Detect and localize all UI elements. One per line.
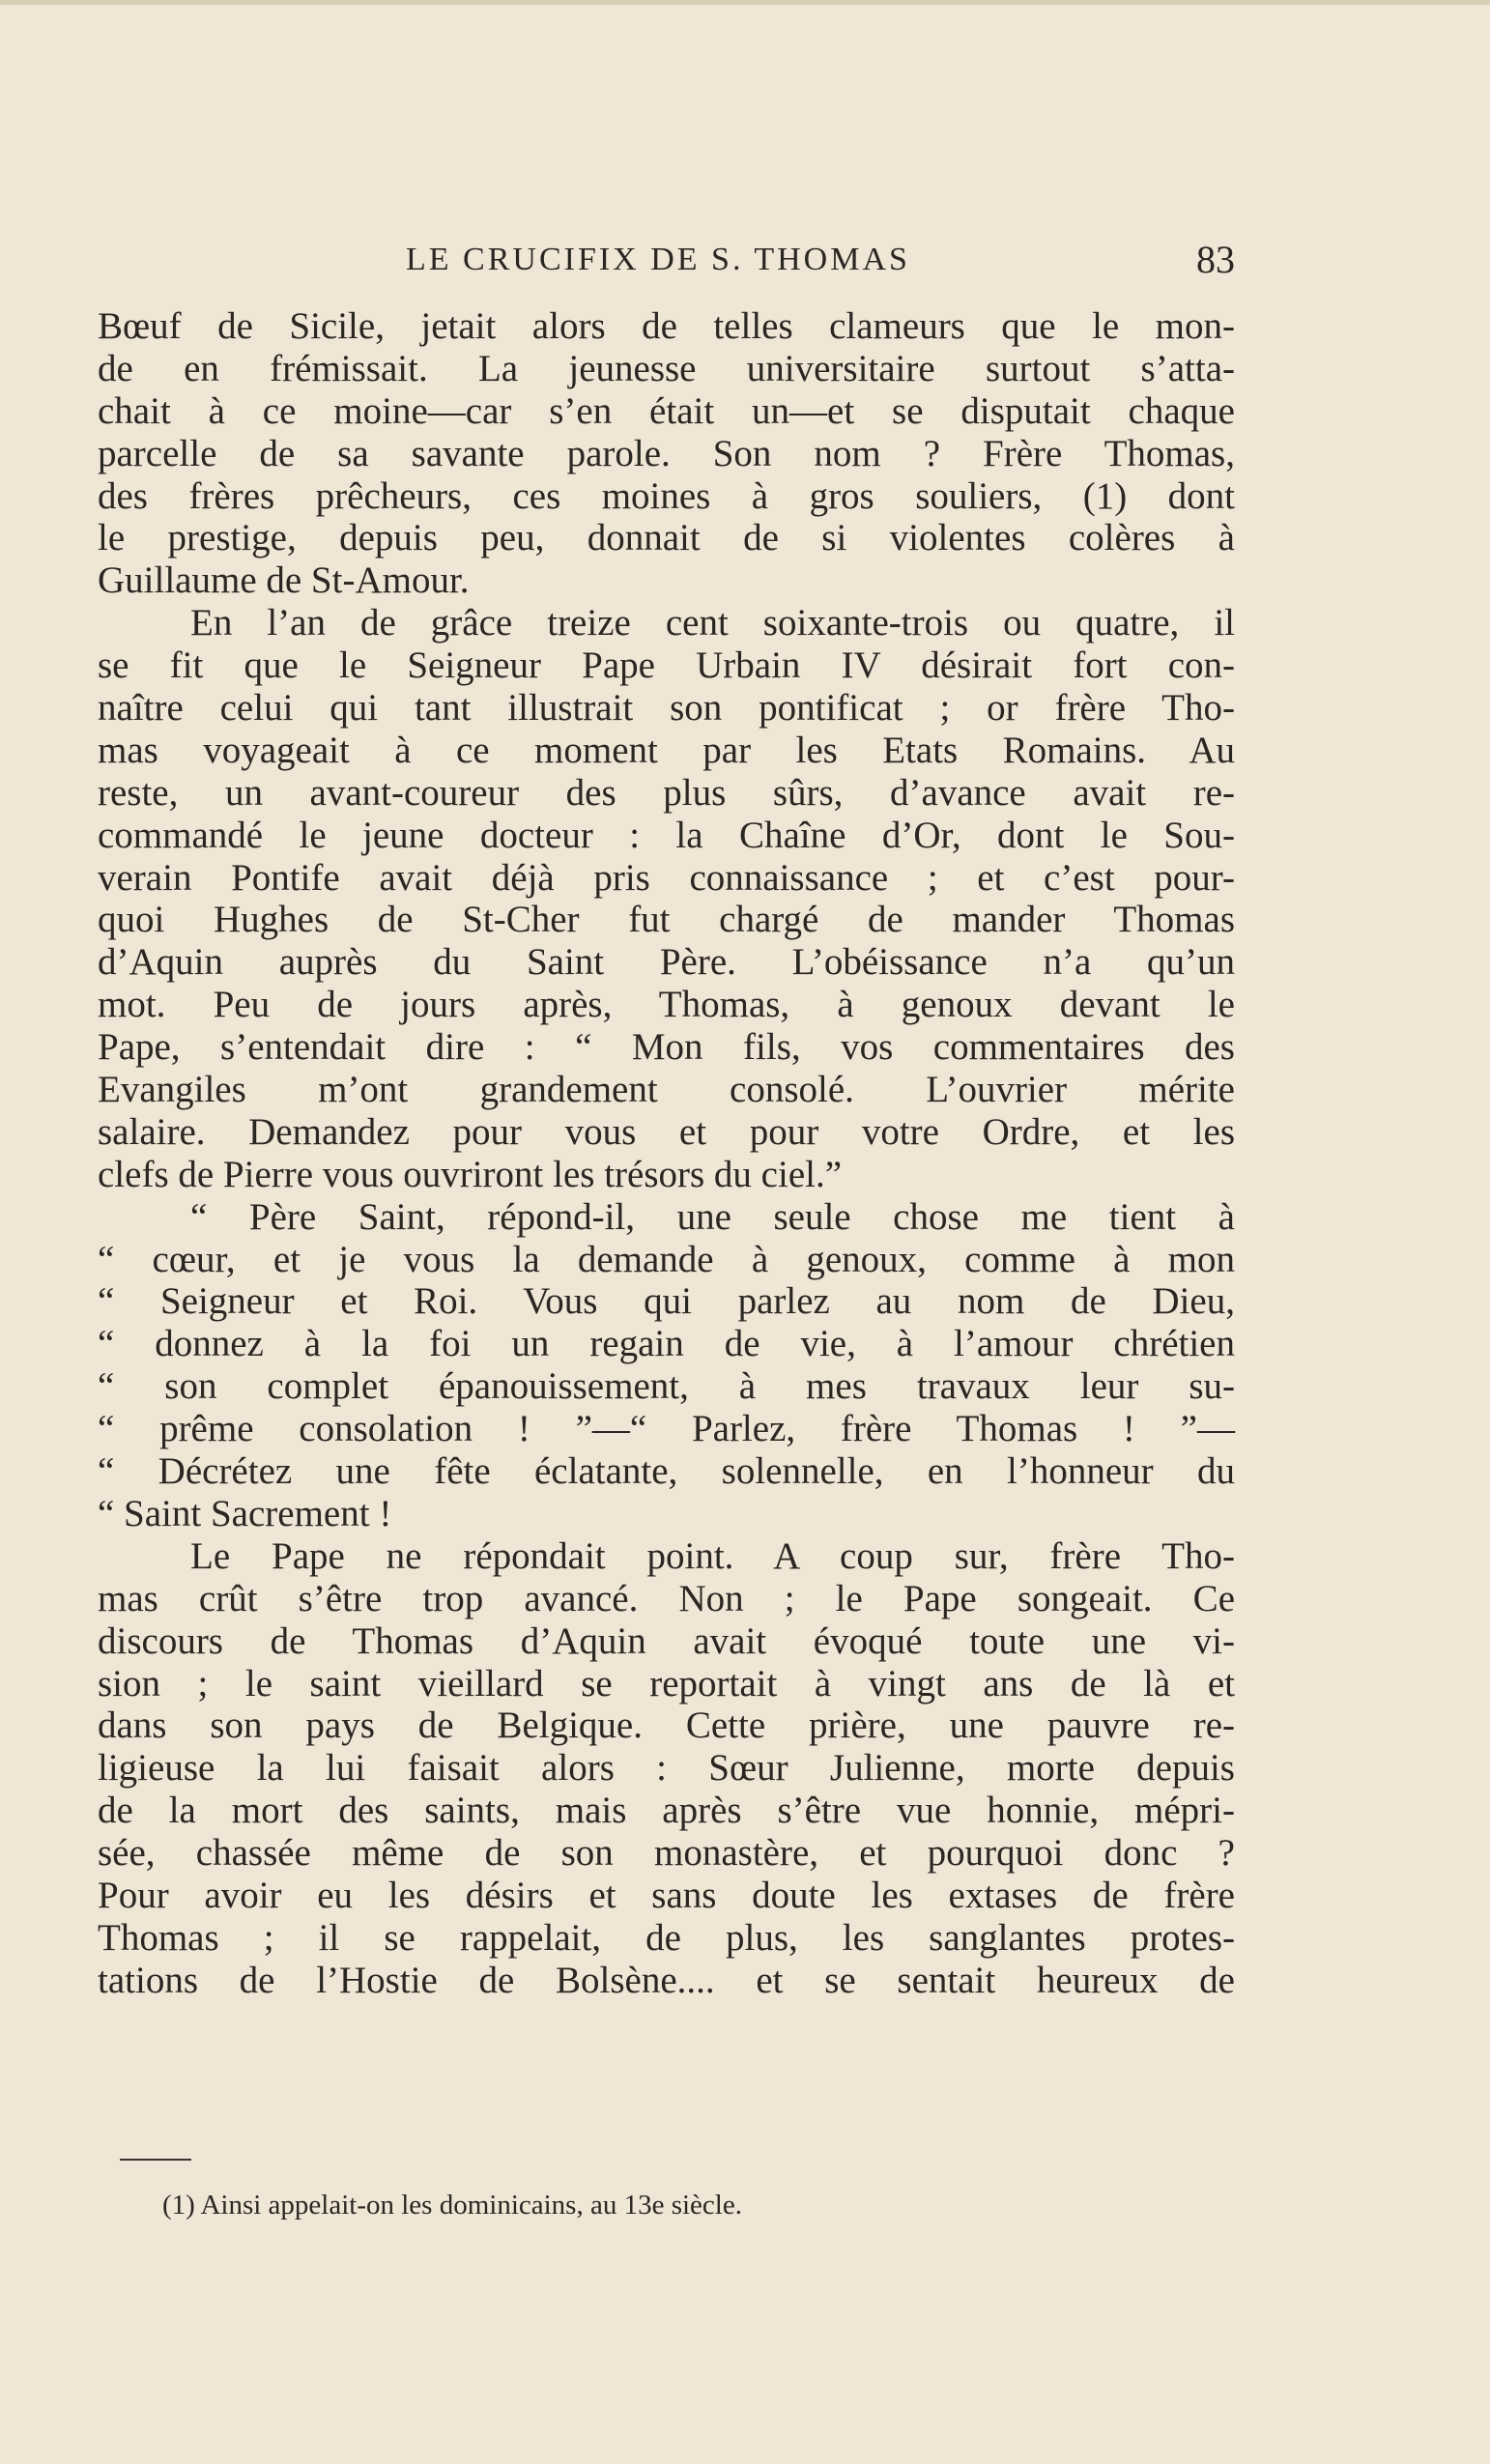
text-line: commandé le jeune docteur : la Chaîne d’Or, dont le Sou-: [98, 814, 1235, 856]
text-line: Bœuf de Sicile, jetait alors de telles clameurs que le mon-: [98, 305, 1235, 347]
text-line: parcelle de sa savante parole. Son nom ? Frère Thomas,: [98, 432, 1235, 474]
text-line: chait à ce moine—car s’en était un—et se disputait chaque: [98, 389, 1235, 432]
text-line: “ Décrétez une fête éclatante, solennelle, en l’honneur du: [98, 1450, 1235, 1493]
running-head: [406, 236, 1235, 284]
text-line: “ Seigneur et Roi. Vous qui parlez au nom de Dieu,: [98, 1280, 1235, 1323]
text-line: d’Aquin auprès du Saint Père. L’obéissance n’a qu’un: [98, 941, 1235, 984]
footnote-rule: [120, 2159, 191, 2161]
page-number: 83: [1196, 238, 1235, 281]
text-line: clefs de Pierre vous ouvriront les trésors du ciel.”: [98, 1153, 843, 1195]
text-line: mas crût s’être trop avancé. Non ; le Pape songeait. Ce: [98, 1577, 1235, 1619]
text-line: Pour avoir eu les désirs et sans doute les extases de frère: [98, 1874, 1235, 1916]
text-line: Evangiles m’ont grandement consolé. L’ouvrier mérite: [98, 1069, 1235, 1111]
text-line: mot. Peu de jours après, Thomas, à genoux devant le: [98, 984, 1235, 1026]
text-line: Guillaume de St-Amour.: [98, 559, 470, 602]
text-line: Pape, s’entendait dire : “ Mon fils, vos commentaires des: [98, 1026, 1235, 1069]
text-line: verain Pontife avait déjà pris connaissance ; et c’est pour-: [98, 856, 1235, 899]
text-line: sion ; le saint vieillard se reportait à vingt ans de là et: [98, 1662, 1235, 1705]
text-line: se fit que le Seigneur Pape Urbain IV désirait fort con-: [98, 645, 1235, 687]
text-line: En l’an de grâce treize cent soixante-trois ou quatre, il: [190, 602, 1235, 645]
text-line: “ donnez à la foi un regain de vie, à l’amour chrétien: [98, 1323, 1235, 1365]
text-line: Le Pape ne répondait point. A coup sur, frère Tho-: [190, 1534, 1235, 1577]
text-line: quoi Hughes de St-Cher fut chargé de mander Thomas: [98, 899, 1235, 941]
text-line: mas voyageait à ce moment par les Etats Romains. Au: [98, 729, 1235, 771]
text-line: sée, chassée même de son monastère, et pourquoi donc ?: [98, 1832, 1235, 1875]
text-line: naître celui qui tant illustrait son pontificat ; or frère Tho-: [98, 687, 1235, 730]
text-line: Thomas ; il se rappelait, de plus, les sanglantes protes-: [98, 1916, 1235, 1959]
text-line: des frères prêcheurs, ces moines à gros souliers, (1) dont: [98, 474, 1235, 517]
running-title: LE CRUCIFIX DE S. THOMAS: [406, 242, 910, 277]
text-line: de en frémissait. La jeunesse universitaire surtout s’atta-: [98, 347, 1235, 389]
footnote: (1) Ainsi appelait-on les dominicains, au 13e siècle.: [162, 2190, 742, 2220]
text-line: le prestige, depuis peu, donnait de si violentes colères à: [98, 517, 1235, 559]
text-line: salaire. Demandez pour vous et pour votre Ordre, et les: [98, 1110, 1235, 1153]
text-line: de la mort des saints, mais après s’être vue honnie, mépri-: [98, 1790, 1235, 1832]
text-line: ligieuse la lui faisait alors : Sœur Julienne, morte depuis: [98, 1747, 1235, 1790]
text-line: discours de Thomas d’Aquin avait évoqué toute une vi-: [98, 1619, 1235, 1662]
text-line: dans son pays de Belgique. Cette prière, une pauvre re-: [98, 1705, 1235, 1747]
text-line: tations de l’Hostie de Bolsène.... et se sentait heureux de: [98, 1959, 1235, 2001]
text-line: reste, un avant-coureur des plus sûrs, d’avance avait re-: [98, 771, 1235, 814]
page-top-edge: [0, 0, 1490, 5]
text-line: “ Père Saint, répond-il, une seule chose me tient à: [190, 1195, 1235, 1238]
text-line: “ Saint Sacrement !: [98, 1492, 392, 1534]
text-line: “ son complet épanouissement, à mes travaux leur su-: [98, 1365, 1235, 1408]
text-line: “ prême consolation ! ”—“ Parlez, frère Thomas ! ”—: [98, 1408, 1235, 1450]
body-text: [98, 305, 1235, 2002]
text-line: “ cœur, et je vous la demande à genoux, comme à mon: [98, 1238, 1235, 1280]
